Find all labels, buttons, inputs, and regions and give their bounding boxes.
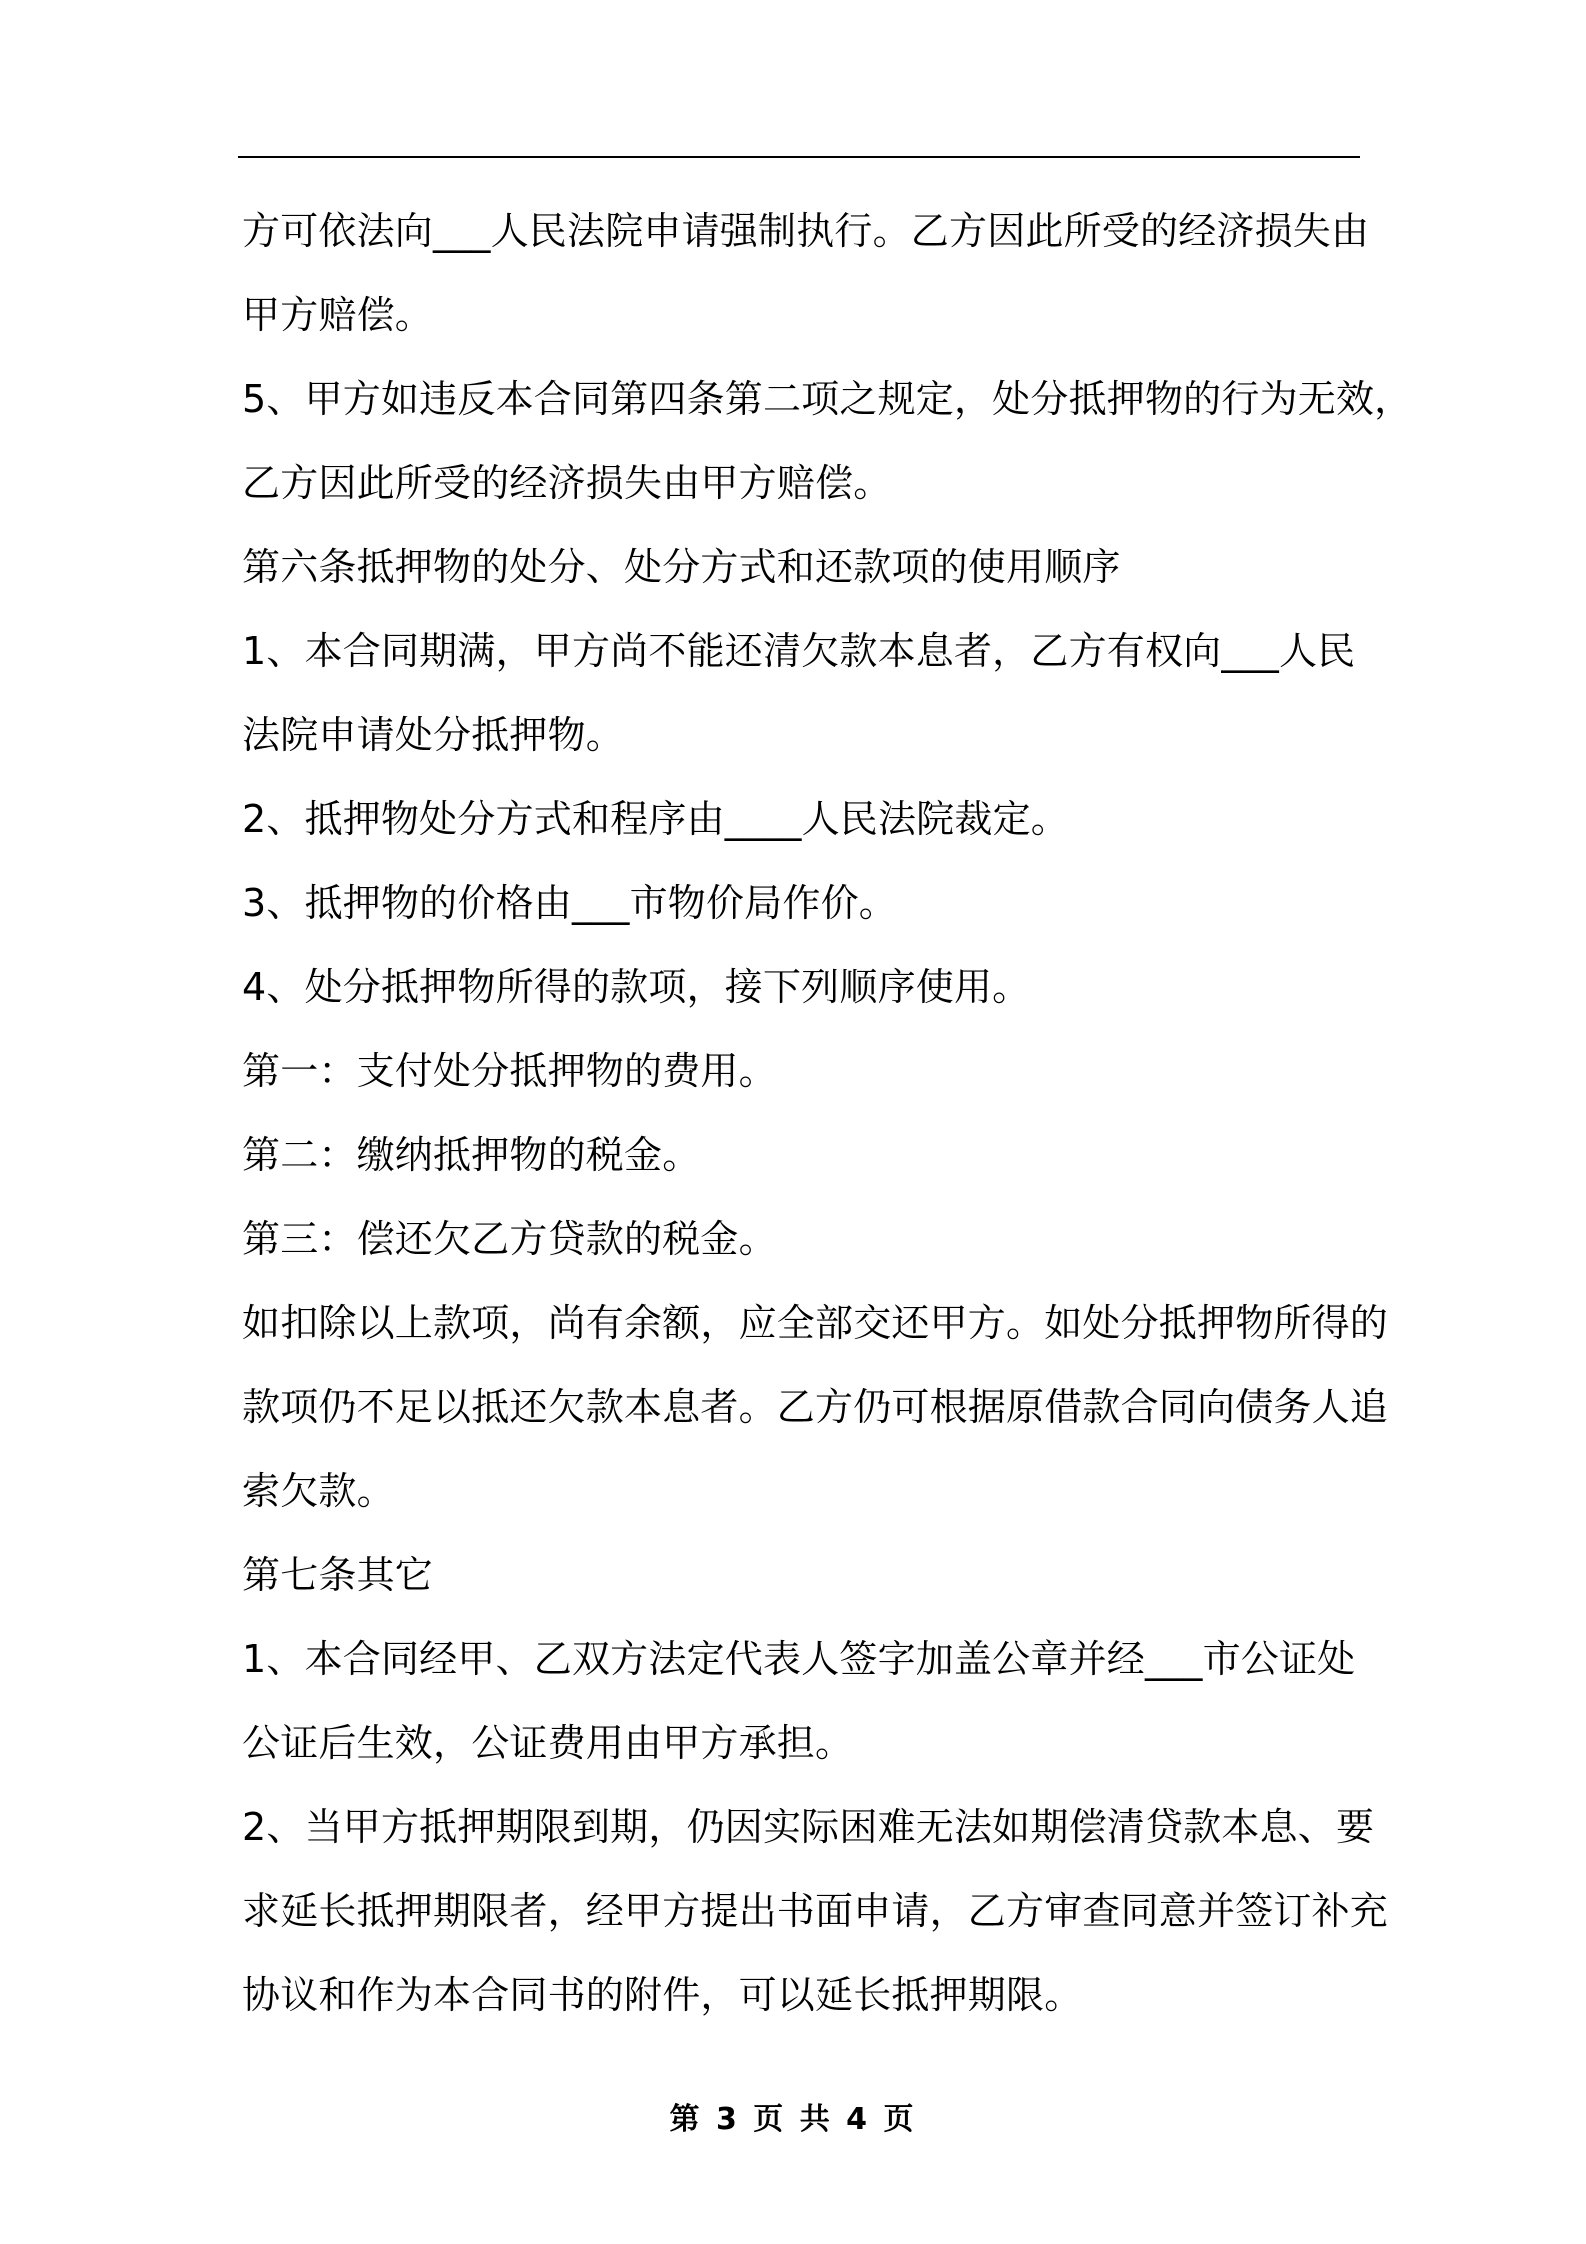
text-line: 第一：支付处分抵押物的费用。 <box>242 1049 777 1093</box>
section-heading: 第六条抵押物的处分、处分方式和还款项的使用顺序 <box>242 545 1121 589</box>
text-line: 第二：缴纳抵押物的税金。 <box>242 1133 701 1177</box>
text-line: 4、处分抵押物所得的款项，接下列顺序使用。 <box>242 965 1031 1009</box>
document-body <box>242 200 1413 2048</box>
text-line: 协议和作为本合同书的附件，可以延长抵押期限。 <box>242 1973 1083 2017</box>
header-rule <box>238 156 1360 158</box>
text-line: 1、本合同经甲、乙双方法定代表人签字加盖公章并经___市公证处 <box>242 1637 1356 1681</box>
text-line: 索欠款。 <box>242 1469 395 1513</box>
text-line: 2、当甲方抵押期限到期，仍因实际困难无法如期偿清贷款本息、要 <box>242 1805 1375 1849</box>
text-line: 2、抵押物处分方式和程序由____人民法院裁定。 <box>242 797 1069 841</box>
text-line: 法院申请处分抵押物。 <box>242 713 625 757</box>
text-line: 公证后生效，公证费用由甲方承担。 <box>242 1721 854 1765</box>
text-line: 甲方赔偿。 <box>242 293 434 337</box>
text-line: 3、抵押物的价格由___市物价局作价。 <box>242 881 897 925</box>
text-line: 1、本合同期满，甲方尚不能还清欠款本息者，乙方有权向___人民 <box>242 629 1356 673</box>
text-line: 第三：偿还欠乙方贷款的税金。 <box>242 1217 777 1261</box>
section-heading: 第七条其它 <box>242 1553 434 1597</box>
text-line: 5、甲方如违反本合同第四条第二项之规定，处分抵押物的行为无效， <box>242 377 1413 421</box>
text-line: 乙方因此所受的经济损失由甲方赔偿。 <box>242 461 892 505</box>
text-line: 求延长抵押期限者，经甲方提出书面申请，乙方审查同意并签订补充 <box>242 1889 1389 1933</box>
text-line: 方可依法向___人民法院申请强制执行。乙方因此所受的经济损失由 <box>242 209 1370 253</box>
page-number: 第 3 页 共 4 页 <box>669 2102 917 2137</box>
text-line: 如扣除以上款项，尚有余额，应全部交还甲方。如处分抵押物所得的 <box>242 1301 1389 1345</box>
text-line: 款项仍不足以抵还欠款本息者。乙方仍可根据原借款合同向债务人追 <box>242 1385 1389 1429</box>
